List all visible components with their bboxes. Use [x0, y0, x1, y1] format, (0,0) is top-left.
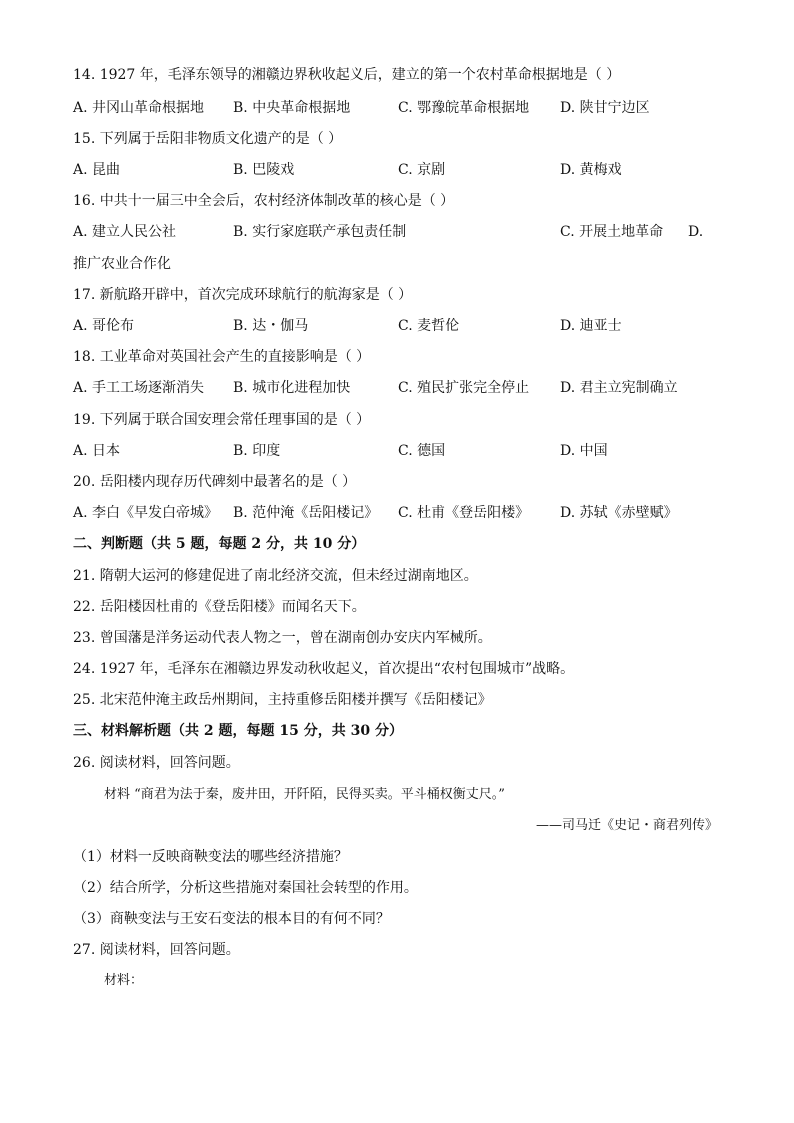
q16-option-a: A. 建立人民公社 — [73, 224, 177, 240]
q17-option-a: A. 哥伦布 — [73, 318, 135, 334]
question-26-stem: 26. 阅读材料，回答问题。 — [73, 755, 240, 771]
q26-material: 材料 “商君为法于秦，废井田，开阡陌，民得买卖。平斗桶权衡丈尺。” — [104, 787, 505, 802]
q20-option-b: B. 范仲淹《岳阳楼记》 — [233, 505, 379, 521]
q26-subquestion-2: （2）结合所学，分析这些措施对秦国社会转型的作用。 — [73, 880, 418, 896]
q14-option-d: D. 陕甘宁边区 — [560, 100, 650, 116]
tf-question-25: 25. 北宋范仲淹主政岳州期间，主持重修岳阳楼并撰写《岳阳楼记》 — [73, 692, 492, 708]
section-3-heading: 三、材料解析题（共 2 题，每题 15 分，共 30 分） — [73, 723, 403, 739]
question-18-stem: 18. 工业革命对英国社会产生的直接影响是（ ） — [73, 349, 371, 365]
question-15-stem: 15. 下列属于岳阳非物质文化遗产的是（ ） — [73, 131, 343, 147]
q14-option-a: A. 井冈山革命根据地 — [73, 100, 205, 116]
question-27-stem: 27. 阅读材料，回答问题。 — [73, 942, 240, 958]
q19-option-b: B. 印度 — [233, 443, 281, 459]
q16-option-b: B. 实行家庭联产承包责任制 — [233, 224, 407, 240]
q20-option-a: A. 李白《早发白帝城》 — [73, 505, 219, 521]
q14-option-b: B. 中央革命根据地 — [233, 100, 351, 116]
q19-option-d: D. 中国 — [560, 443, 608, 459]
q20-option-c: C. 杜甫《登岳阳楼》 — [398, 505, 530, 521]
q15-option-a: A. 昆曲 — [73, 162, 121, 178]
q19-option-a: A. 日本 — [73, 443, 121, 459]
q26-subquestion-1: （1）材料一反映商鞅变法的哪些经济措施？ — [73, 849, 348, 865]
q26-source: ——司马迁《史记・商君列传》 — [535, 818, 718, 833]
q18-option-d: D. 君主立宪制确立 — [560, 380, 678, 396]
tf-question-24: 24. 1927 年，毛泽东在湘赣边界发动秋收起义，首次提出“农村包围城市”战略。 — [73, 661, 575, 677]
q18-option-a: A. 手工工场逐渐消失 — [73, 380, 205, 396]
q20-option-d: D. 苏轼《赤壁赋》 — [560, 505, 678, 521]
q18-option-b: B. 城市化进程加快 — [233, 380, 351, 396]
tf-question-22: 22. 岳阳楼因杜甫的《登岳阳楼》而闻名天下。 — [73, 599, 366, 615]
question-20-stem: 20. 岳阳楼内现存历代碑刻中最著名的是（ ） — [73, 474, 357, 490]
q26-subquestion-3: （3）商鞅变法与王安石变法的根本目的有何不同？ — [73, 911, 390, 927]
q17-option-d: D. 迪亚士 — [560, 318, 622, 334]
question-16-stem: 16. 中共十一届三中全会后，农村经济体制改革的核心是（ ） — [73, 193, 455, 209]
tf-question-21: 21. 隋朝大运河的修建促进了南北经济交流，但未经过湖南地区。 — [73, 568, 478, 584]
q16-option-c: C. 开展土地革命 — [560, 224, 664, 240]
q27-material-label: 材料： — [104, 973, 144, 988]
q19-option-c: C. 德国 — [398, 443, 446, 459]
q18-option-c: C. 殖民扩张完全停止 — [398, 380, 530, 396]
q16-option-d-text: 推广农业合作化 — [73, 256, 171, 272]
question-17-stem: 17. 新航路开辟中，首次完成环球航行的航海家是（ ） — [73, 287, 413, 303]
q17-option-c: C. 麦哲伦 — [398, 318, 460, 334]
q15-option-b: B. 巴陵戏 — [233, 162, 295, 178]
tf-question-23: 23. 曾国藩是洋务运动代表人物之一，曾在湖南创办安庆内军械所。 — [73, 630, 492, 646]
q17-option-b: B. 达・伽马 — [233, 318, 309, 334]
q16-option-d: D. — [688, 224, 704, 240]
question-19-stem: 19. 下列属于联合国安理会常任理事国的是（ ） — [73, 412, 371, 428]
question-14-stem: 14. 1927 年，毛泽东领导的湘赣边界秋收起义后，建立的第一个农村革命根据地是（ ） — [73, 67, 621, 83]
q14-option-c: C. 鄂豫皖革命根据地 — [398, 100, 530, 116]
q15-option-d: D. 黄梅戏 — [560, 162, 622, 178]
q15-option-c: C. 京剧 — [398, 162, 446, 178]
section-2-heading: 二、判断题（共 5 题，每题 2 分，共 10 分） — [73, 536, 366, 552]
